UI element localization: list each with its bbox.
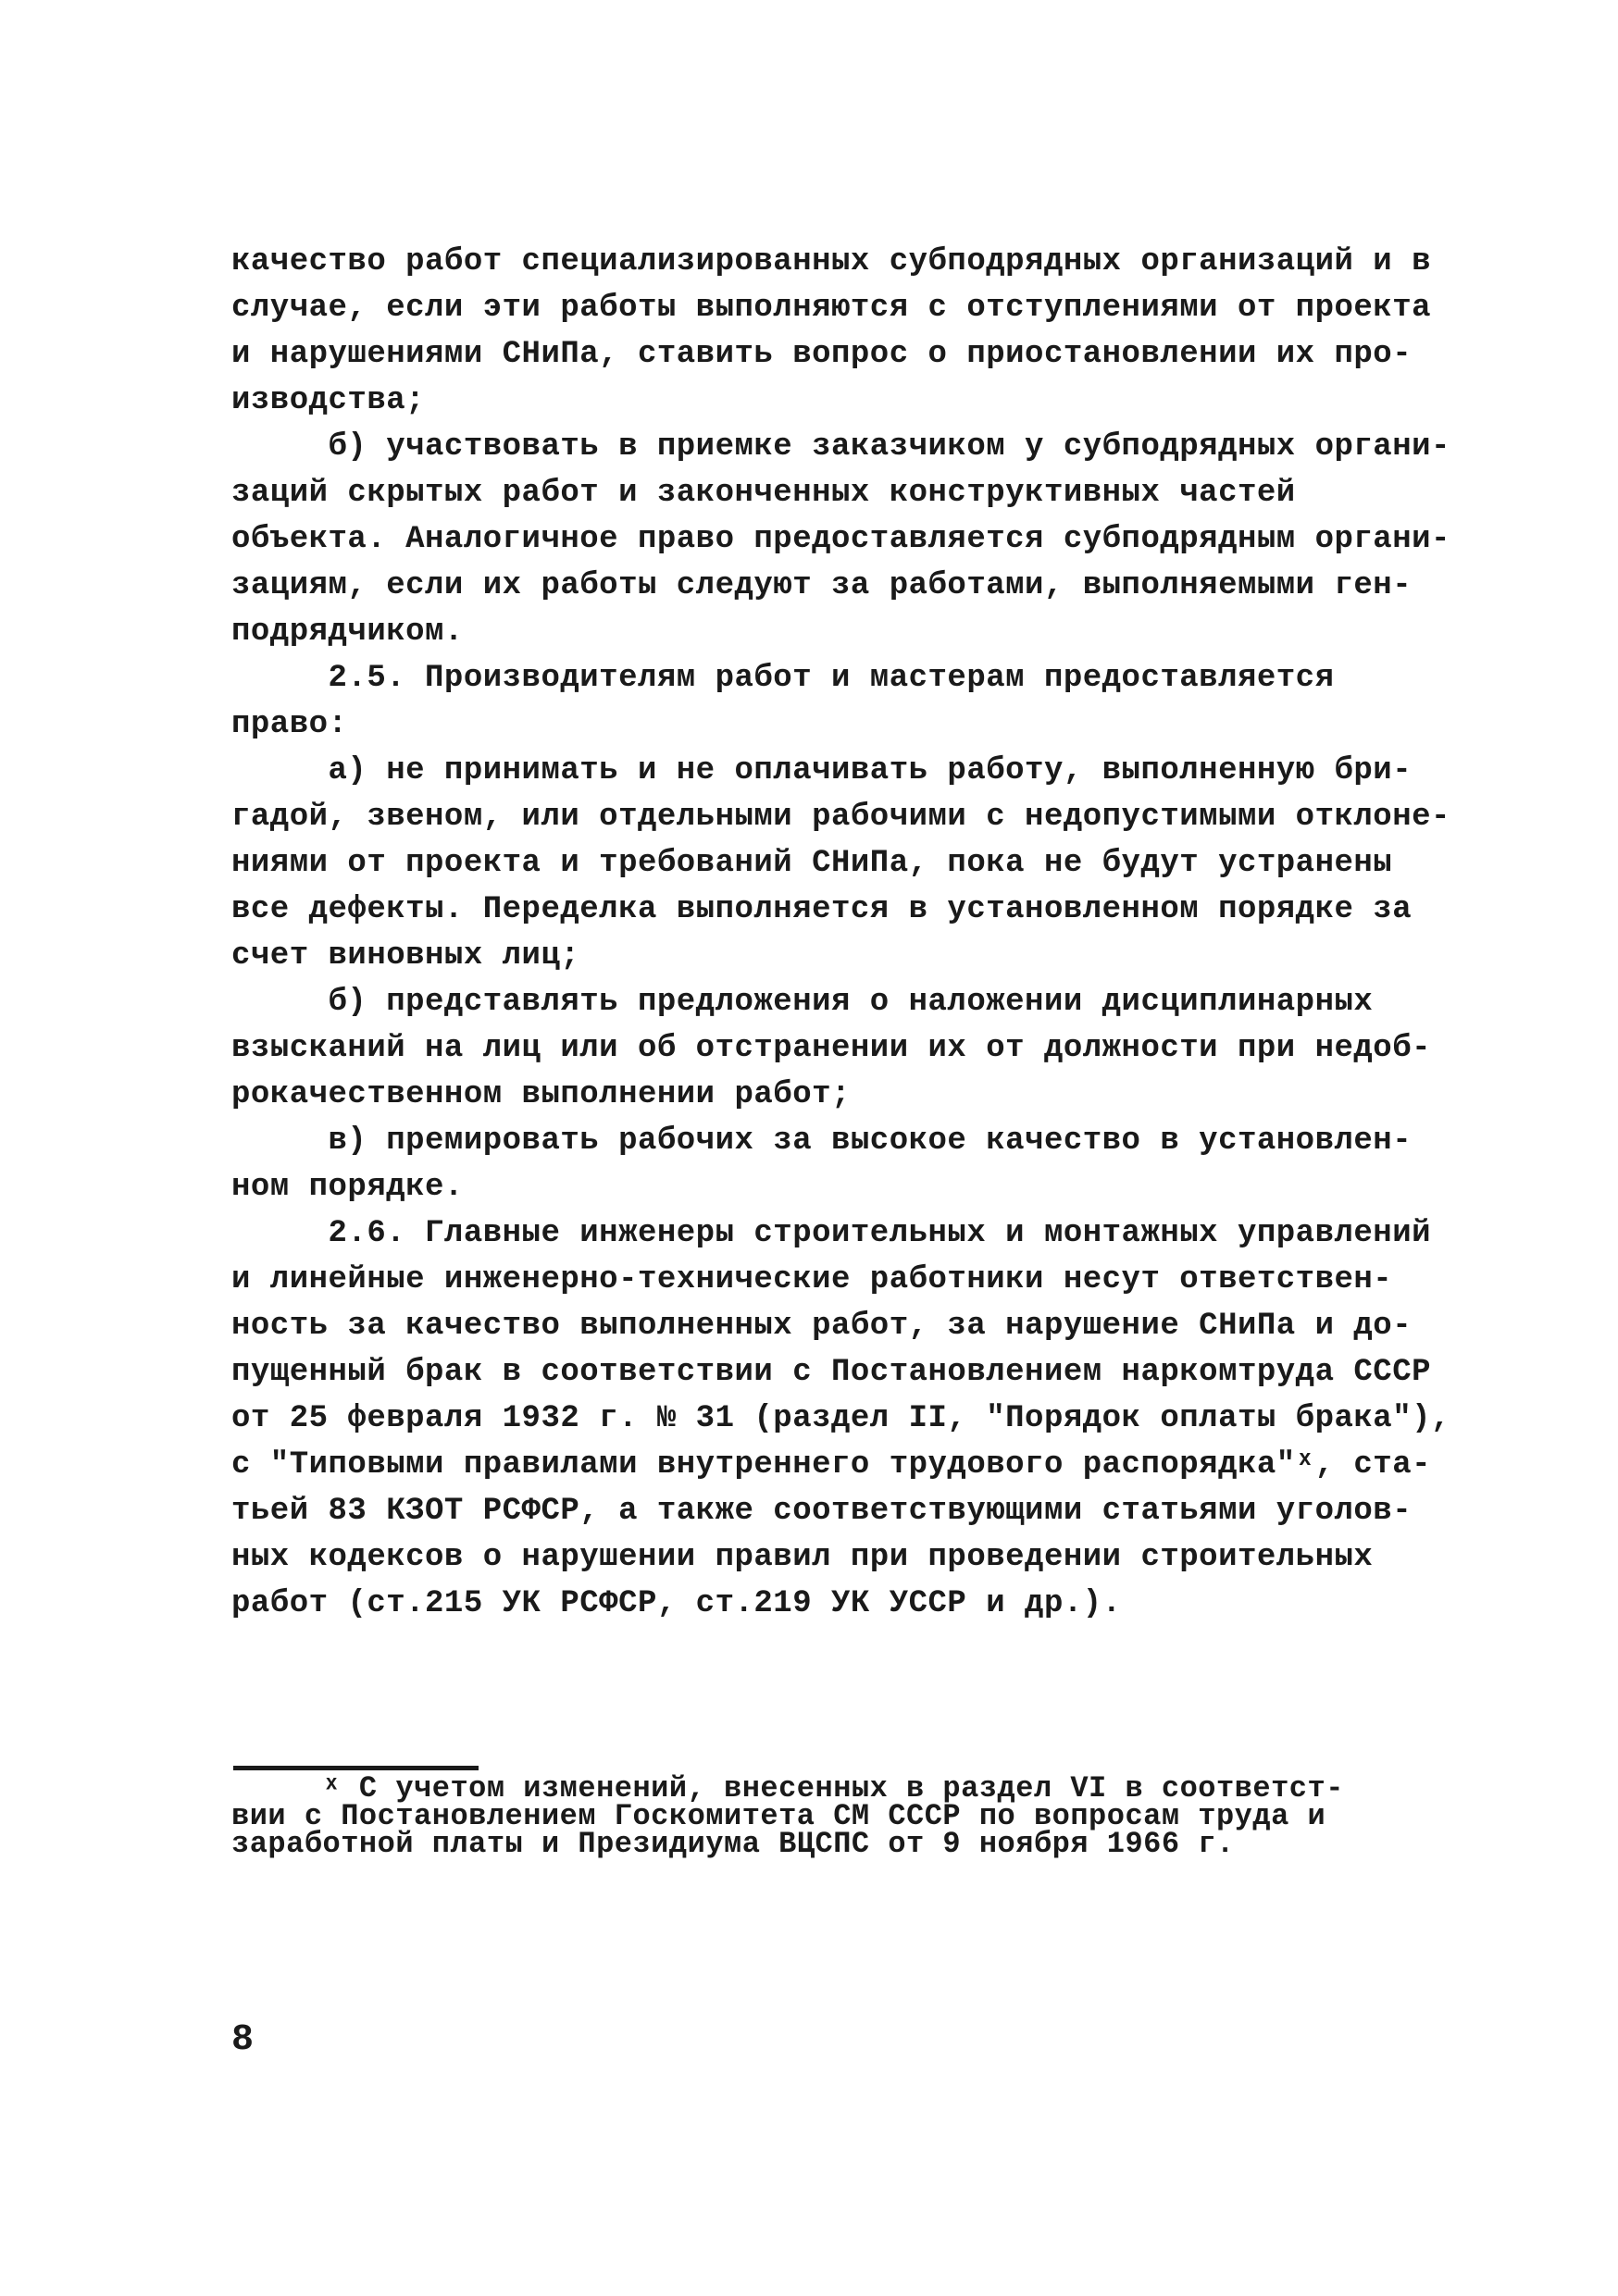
text-line: б) представлять предложения о наложении дисциплинарных [231, 985, 1374, 1020]
text-line: ниями от проекта и требований СНиПа, пока не будут устранены [231, 846, 1393, 881]
text-line: от 25 февраля 1932 г. № 31 (раздел II, "Порядок оплаты брака"), [231, 1401, 1450, 1436]
text-line: б) участвовать в приемке заказчиком у субподрядных органи- [231, 429, 1450, 465]
text-line: пущенный брак в соответствии с Постановлением наркомтруда СССР [231, 1355, 1432, 1390]
text-line: в) премировать рабочих за высокое качество в установлен- [231, 1123, 1413, 1159]
footnote-line: вии с Постановлением Госкомитета СМ СССР по вопросам труда и [231, 1799, 1326, 1833]
text-line: 2.6. Главные инженеры строительных и монтажных управлений [231, 1216, 1432, 1251]
text-line: а) не принимать и не оплачивать работу, выполненную бри- [231, 753, 1413, 788]
main-text [231, 239, 1450, 1627]
text-line: случае, если эти работы выполняются с отступлениями от проекта [231, 291, 1432, 326]
text-line: зациям, если их работы следуют за работами, выполняемыми ген- [231, 568, 1413, 603]
text-line: объекта. Аналогичное право предоставляется субподрядным органи- [231, 522, 1450, 557]
text-line: качество работ специализированных субподрядных организаций и в [231, 244, 1432, 279]
text-line: ность за качество выполненных работ, за нарушение СНиПа и до- [231, 1309, 1413, 1344]
text-line: подрядчиком. [231, 614, 464, 650]
text-line: 2.5. Производителям работ и мастерам предоставляется [231, 661, 1335, 696]
footnote-line: заработной платы и Президиума ВЦСПС от 9 ноября 1966 г. [231, 1827, 1235, 1861]
text-line: гадой, звеном, или отдельными рабочими с недопустимыми отклоне- [231, 800, 1450, 835]
footnote [231, 1771, 1398, 1861]
text-line: счет виновных лиц; [231, 938, 580, 974]
text-line: ном порядке. [231, 1170, 464, 1205]
text-line: заций скрытых работ и законченных конструктивных частей [231, 476, 1296, 511]
text-line: тьей 83 КЗОТ РСФСР, а также соответствующими статьями уголов- [231, 1494, 1413, 1529]
text-line: взысканий на лиц или об отстранении их от должности при недоб- [231, 1031, 1432, 1066]
text-line: ных кодексов о нарушении правил при проведении строительных [231, 1540, 1374, 1575]
footnote-line: ˣ С учетом изменений, внесенных в раздел VI в соответст- [231, 1771, 1344, 1806]
text-line: работ (ст.215 УК РСФСР, ст.219 УК УССР и др.). [231, 1586, 1122, 1621]
text-line: и линейные инженерно-технические работники несут ответствен- [231, 1262, 1393, 1297]
text-line: с "Типовыми правилами внутреннего трудового распорядка"ˣ, ста- [231, 1447, 1432, 1483]
footnote-divider [233, 1766, 479, 1770]
text-line: все дефекты. Переделка выполняется в установленном порядке за [231, 892, 1413, 927]
text-line: рокачественном выполнении работ; [231, 1077, 851, 1112]
page-number: 8 [231, 2019, 255, 2061]
text-line: изводства; [231, 383, 426, 418]
text-line: и нарушениями СНиПа, ставить вопрос о приостановлении их про- [231, 337, 1413, 372]
text-line: право: [231, 707, 348, 742]
